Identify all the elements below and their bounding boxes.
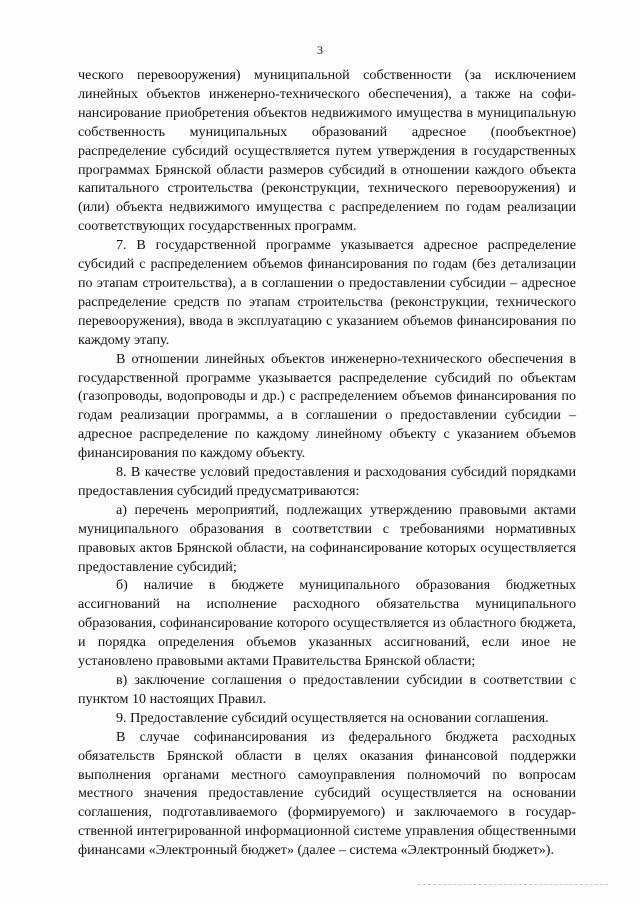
- paragraph-item-8b: б) наличие в бюджете муниципального образования бюджетных ассигнований на исполнение расходного обязательства муниципального образования, софинансирование которого осуществляется из областного бюджета, и порядка определения объемов указанных ассигнований, если иное не установлено правовыми актами Правительства Брянской области;: [78, 577, 576, 670]
- footer-divider: [418, 884, 608, 885]
- paragraph-federal-cofinancing: В случае софинансирования из федерального бюджета расходных обязательств Брянской области в целях оказания финансовой поддержки выполнения органами местного самоуправления полномочий по вопросам местного значения предоставление субсидий осуществляется на основании соглашения, подготавливаемого (формируемого) и заключаемого в государственной интегрированной информационной системе управления общественными финансами «Электронный бюджет» (далее – система «Электронный бюджет»).: [78, 728, 576, 859]
- paragraph-item-7: 7. В государственной программе указывается адресное распределение субсидий с распределением объемов финансирования по годам (без детализации по этапам строительства), а в соглашении о предоставлении субсидии – адресное распределение средств по этапам строительства (реконструкции, технического перевооружения), ввода в эксплуатацию с указанием объемов финансирования по каждому этапу.: [78, 237, 576, 348]
- paragraph-linear-objects: В отношении линейных объектов инженерно-технического обеспечения в государственной программе указывается распределение субсидий по объектам (газопроводы, водопроводы и др.) с распределением объемов финансирования по годам реализации программы, а в соглашении о предоставлении субсидии – адресное распределение по каждому линейному объекту с указанием объемов финансирования по каждому объекту.: [78, 350, 576, 462]
- document-body: [78, 66, 576, 860]
- page-number: 3: [317, 43, 323, 57]
- paragraph-item-8v: в) заключение соглашения о предоставлении субсидии в соответствии с пунктом 10 настоящих Правил.: [78, 672, 576, 707]
- paragraph-item-9: 9. Предоставление субсидий осуществляется на основании соглашения.: [116, 709, 549, 726]
- paragraph-continuation: ческого перевооружения) муниципальной собственности (за исключением линейных объектов инженерно-технического обеспечения), а также на софинансирование приобретения объектов недвижимого имущества в муниципальную собственность муниципальных образований адресное (пообъектное) распределение субсидий осуществляется путем утверждения в государственных программах Брянской области размеров субсидий в отношении каждого объекта капитального строительства (реконструкции, технического перевооружения) и (или) объекта недвижимого имущества с распределением по годам реализации соответствующих государственных программ.: [78, 67, 576, 235]
- paragraph-item-8a: а) перечень мероприятий, подлежащих утверждению правовыми актами муниципального образования в соответствии с требованиями нормативных правовых актов Брянской области, на софинансирование которых осуществляется предоставление субсидий;: [78, 501, 576, 575]
- paragraph-item-8: 8. В качестве условий предоставления и расходования субсидий порядками предоставления субсидий предусматриваются:: [78, 464, 576, 499]
